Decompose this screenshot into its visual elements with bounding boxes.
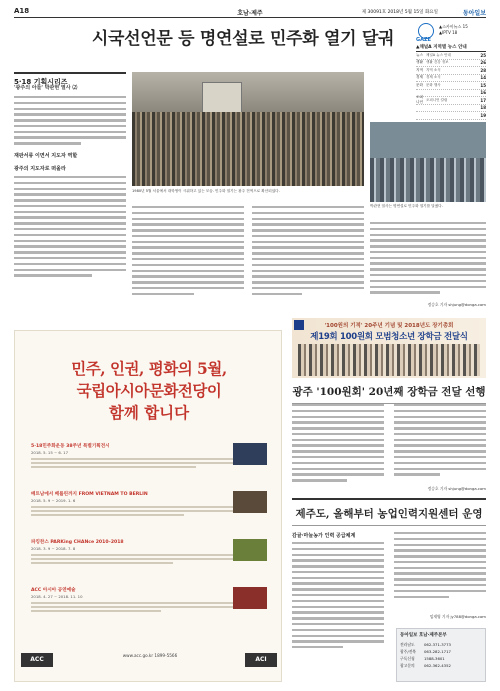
program-dates: 2018. 5. 15 ~ 6. 17 [31, 450, 68, 455]
article-byline: 정승호 기자 shjung@donga.com [427, 486, 486, 491]
culture-center-ad [14, 330, 282, 682]
banner-main-text: 제19회 100원회 모범청소년 장학금 전달식 [310, 332, 468, 342]
program-title: 5·18민주화운동 38주년 특별기획전시 [31, 444, 110, 449]
index-tags [439, 24, 485, 36]
side-photo-caption: 박관현 열사는 명연설로 민주화 열기를 달궜다. [370, 204, 443, 208]
program-title: 베트남에서 베를린까지 FROM VIETNAM TO BERLIN [31, 492, 148, 497]
program-thumbnail [233, 539, 267, 561]
scholarship-banner-photo [292, 318, 486, 378]
program-title: 파킹찬스 PARKing CHANce 2010–2018 [31, 540, 124, 545]
page-header [14, 6, 486, 18]
ad-contact: www.acc.go.kr 1899-5566 [122, 653, 178, 658]
story-headline: 제주도, 올해부터 농업인력지원센터 운영 [292, 498, 486, 526]
page-number: A18 [14, 7, 30, 15]
protest-photo [132, 72, 364, 186]
ad-program [31, 539, 267, 564]
program-thumbnail [233, 443, 267, 465]
index-row: 18 [416, 105, 486, 113]
article-body [252, 206, 364, 295]
banner-people [298, 344, 480, 376]
banner-top-text: '100원의 기적' 20주년 기념 및 2018년도 장기총회 [324, 323, 454, 329]
photo-caption: 1980년 5월 서울에서 대학생이 시위하고 있는 모습. 민주화 열기는 광주 전역으로 확산되었다. [132, 189, 280, 193]
contact-row: 전라남도 062-371-3773 [400, 641, 451, 647]
article-byline: 정승호 기자 shjung@donga.com [427, 302, 486, 307]
ad-footer [15, 649, 282, 682]
contact-title: 동아일보 호남·제주본부 [400, 633, 447, 638]
article-body [292, 542, 384, 648]
index-row: 오피니언 오피니언 칼럼 17 [416, 95, 486, 105]
section-title: 호남·제주 [237, 10, 263, 17]
series-subtitle: '광주의 아들' 박관현 열사 ⑵ [14, 85, 78, 91]
article-body [292, 404, 384, 482]
logo-text: GAZE [416, 37, 432, 43]
story-subhead: 감귤·마늘농가 인력 공급체계 [292, 533, 356, 539]
program-dates: 2018. 3. 9 ~ 2018. 7. 8 [31, 546, 76, 551]
contact-row: 구독신청 1588-3601 [400, 655, 445, 661]
program-title: ACC 아시아 공연예술 [31, 588, 76, 593]
index-row: 19 [416, 112, 486, 120]
article-body [14, 96, 126, 145]
ad-program [31, 491, 267, 516]
acc-logo: ACC [21, 653, 53, 667]
article-body [370, 222, 486, 294]
story-headline: 광주 '100원회' 20년째 장학금 전달 선행 [292, 384, 486, 404]
ad-title-line2: 국립아시아문화전당이 [76, 381, 222, 400]
program-thumbnail [233, 491, 267, 513]
ad-program [31, 587, 267, 612]
article-body [14, 176, 126, 277]
ad-title-line1: 민주, 인권, 평화의 5월, [71, 359, 227, 378]
article-body [132, 206, 244, 295]
series-kicker: 5·18 기획시리즈 [14, 72, 126, 87]
program-thumbnail [233, 587, 267, 609]
aci-logo: ACI [245, 653, 277, 667]
newspaper-brand: 동아일보 [462, 10, 486, 17]
program-dates: 2018. 5. 9 ~ 2019. 1. 6 [31, 498, 76, 503]
article-byline: 임재영 기자 jy788@donga.com [429, 614, 486, 619]
index-row: 문화 문화 행사 15 [416, 82, 486, 88]
program-dates: 2018. 4. 27 ~ 2018. 11. 10 [31, 594, 83, 599]
index-row: 경제 경제 소식 14 [416, 75, 486, 81]
issue-info: 제 30091호 2018년 5월 15일 화요일 [361, 10, 438, 15]
index-logo [416, 22, 436, 42]
index-list [416, 52, 486, 120]
index-row: 생활 생활 건강 정보 26 [416, 60, 486, 66]
ad-program [31, 443, 267, 468]
index-heading: ▲채널A 지역별 뉴스 안내 [416, 44, 486, 52]
index-box [416, 22, 486, 118]
contact-box [396, 628, 486, 682]
article-subhead: 재판서류 이면서 지도자 역할 [14, 153, 78, 159]
index-row: 16 [416, 90, 486, 98]
index-row: 지역 지역 소식 28 [416, 67, 486, 73]
index-row: 뉴스 채널A 뉴스 안내 25 [416, 52, 486, 58]
index-tag: ▲스카이뉴스 15 [439, 24, 468, 29]
main-headline: 시국선언문 등 명연설로 민주화 열기 달궈 [91, 29, 395, 49]
article-body [394, 532, 486, 598]
article-subhead: 광주의 지도자로 떠올라 [14, 166, 66, 172]
banner-in-photo [202, 82, 242, 116]
ad-title-line3: 함께 합니다 [108, 403, 190, 422]
side-photo [370, 122, 486, 202]
article-body [394, 404, 486, 476]
index-tag: ▲IPTV 18 [439, 30, 458, 35]
contact-row: 광고문의 062-362-4352 [400, 662, 451, 668]
contact-row: 광주/전북 063-282-1717 [400, 648, 451, 654]
